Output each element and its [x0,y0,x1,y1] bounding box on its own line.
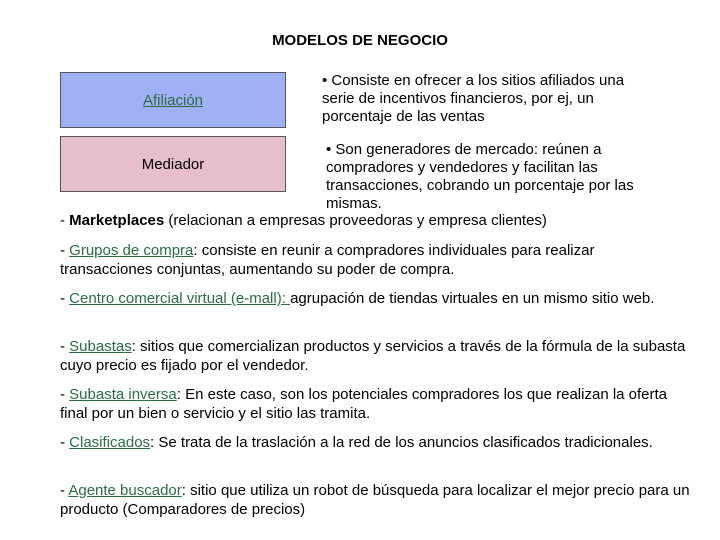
item-prefix: - [60,290,70,307]
item-agente-buscador [60,481,690,519]
page-title: MODELOS DE NEGOCIO [272,32,448,49]
item-centro-comercial [60,289,690,308]
link-centro-comercial[interactable]: Centro comercial virtual (e-mall): [69,290,291,307]
item-text: (relacionan a empresas proveedoras y empresa clientes) [164,212,547,229]
item-clasificados [60,433,690,452]
item-text: agrupación de tiendas virtuales en un mismo sitio web. [290,290,655,307]
term-marketplaces: Marketplaces [69,212,165,229]
link-subasta-inversa[interactable]: Subasta inversa [69,386,177,403]
item-text: : sitio que utiliza un robot de búsqueda para localizar el mejor precio para un producto (Comparadores de precios) [60,482,690,518]
item-text: : sitios que comercializan productos y servicios a través de la fórmula de la subasta cuyo precio es fijado por el vendedor. [60,338,686,374]
item-text: : En este caso, son los potenciales compradores los que realizan la oferta final por un bien o servicio y el sitio las tramita. [60,386,668,422]
item-grupos-de-compra [60,241,690,279]
item-prefix: - [60,386,70,403]
item-prefix: - [60,482,69,499]
item-prefix: - [60,212,70,229]
mediador-label: Mediador [141,155,205,173]
item-subasta-inversa [60,385,690,423]
item-subastas [60,337,690,375]
link-subastas[interactable]: Subastas [69,338,132,355]
afiliacion-link[interactable]: Afiliación [142,91,204,109]
afiliacion-box [60,72,286,128]
item-prefix: - [60,242,70,259]
mediador-description: • Son generadores de mercado: reúnen a compradores y vendedores y facilitan las transacciones, cobrando un porcentaje por las mismas. [326,141,634,212]
link-grupos-de-compra[interactable]: Grupos de compra [69,242,194,259]
link-clasificados[interactable]: Clasificados [69,434,151,451]
item-marketplaces [60,211,690,230]
item-prefix: - [60,338,70,355]
item-prefix: - [60,434,70,451]
link-agente-buscador[interactable]: Agente buscador [68,482,182,499]
item-text: : Se trata de la traslación a la red de los anuncios clasificados tradicionales. [150,434,653,451]
afiliacion-description: • Consiste en ofrecer a los sitios afiliados una serie de incentivos financieros, por ej, un porcentaje de las ventas [322,72,625,125]
item-text: : consiste en reunir a compradores individuales para realizar transacciones conjuntas, aumentando su poder de compra. [60,242,595,278]
mediador-box [60,136,286,192]
